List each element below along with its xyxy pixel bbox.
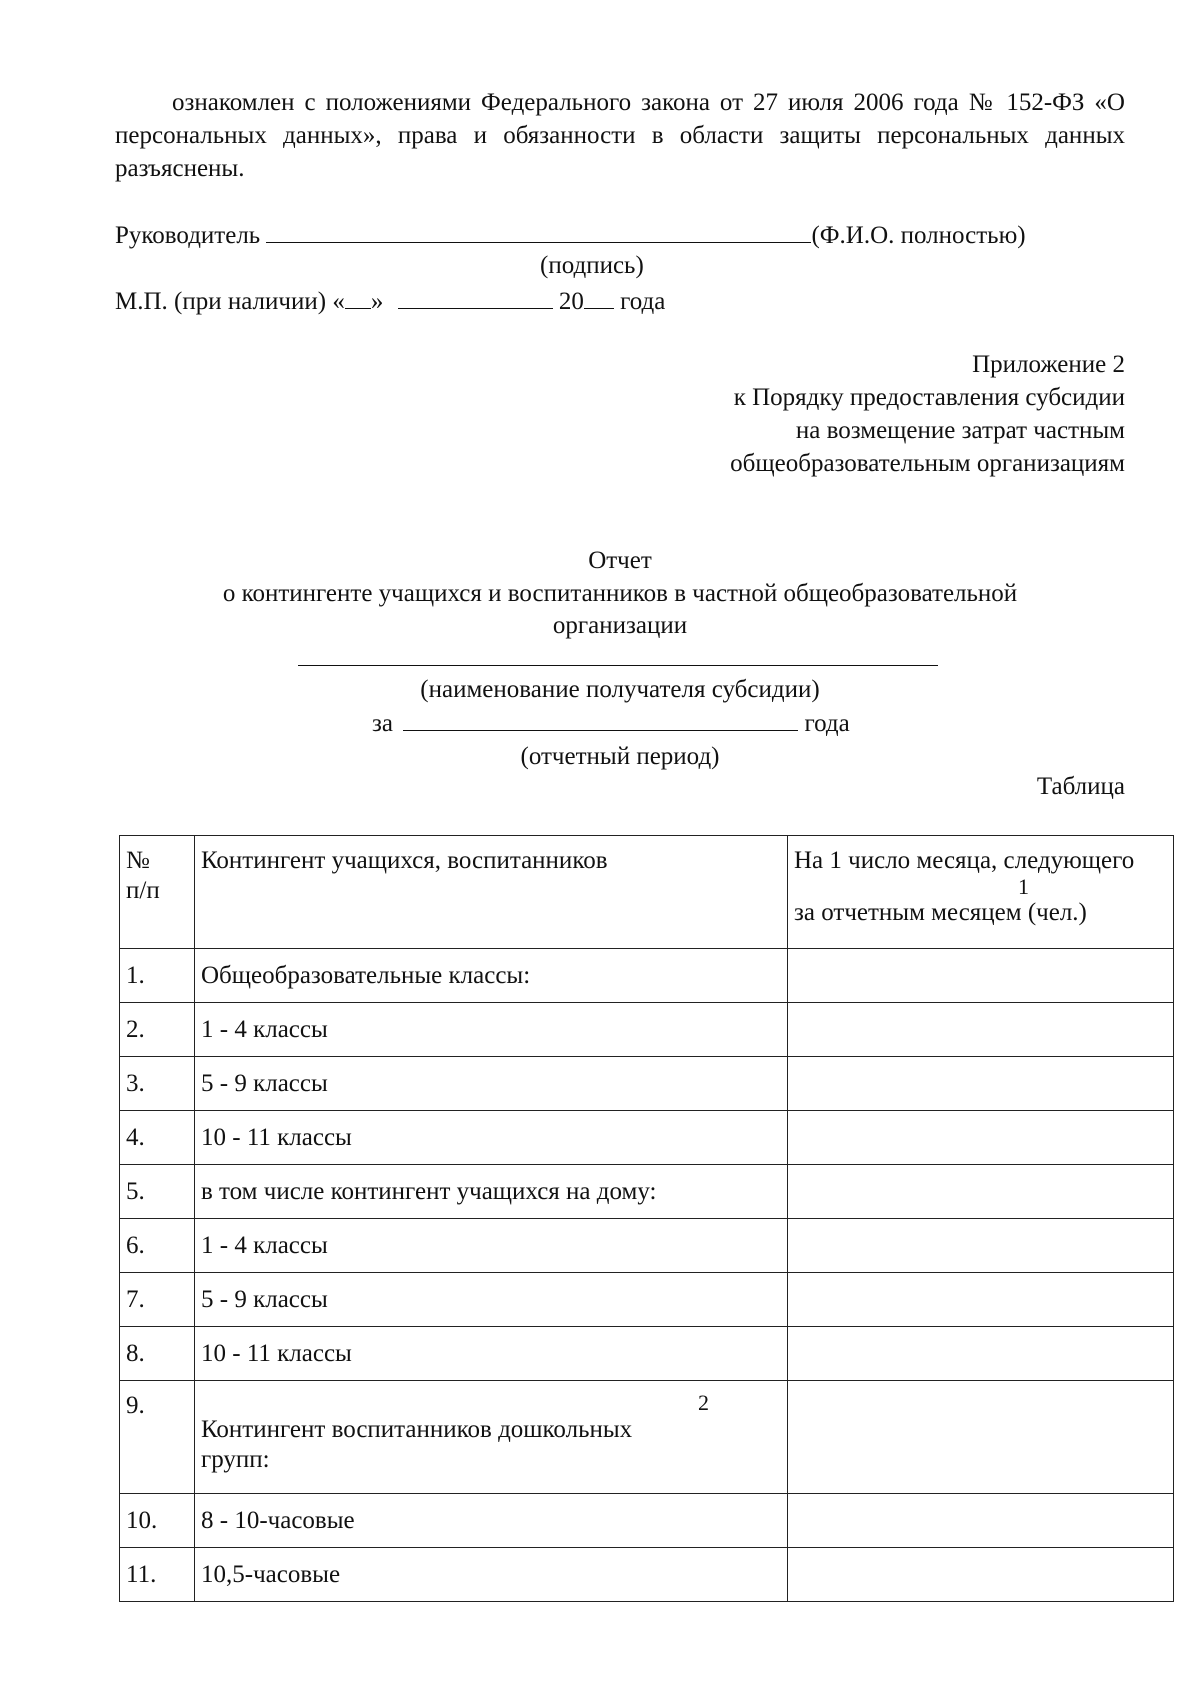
row-value-cell[interactable] — [788, 1381, 1174, 1494]
appendix-line-4: общеобразовательным организациям — [730, 450, 1125, 477]
table-row — [120, 1273, 1174, 1327]
row-value-cell[interactable] — [788, 1494, 1174, 1548]
header-value-footnote: 1 — [1018, 874, 1029, 899]
row-name: в том числе контингент учащихся на дому: — [195, 1165, 788, 1219]
row-name-cell — [195, 1381, 788, 1494]
row-value-cell[interactable] — [788, 1165, 1174, 1219]
recipient-caption: (наименование получателя субсидии) — [420, 676, 820, 703]
row-name: 1 - 4 классы — [195, 1003, 788, 1057]
contingent-table — [119, 835, 1174, 1602]
signature-line — [115, 218, 1026, 251]
row-num: 11. — [120, 1548, 195, 1602]
row-num: 8. — [120, 1327, 195, 1381]
period-prefix: за — [372, 710, 393, 737]
header-num-1: № — [126, 847, 150, 874]
report-subtitle-1: о контингенте учащихся и воспитанников в частной общеобразовательной — [222, 580, 1018, 607]
head-label: Руководитель — [115, 222, 261, 249]
row-value-cell[interactable] — [788, 1219, 1174, 1273]
row-name: 10 - 11 классы — [195, 1111, 788, 1165]
row-num: 5. — [120, 1165, 195, 1219]
table-row — [120, 949, 1174, 1003]
row9-footnote: 2 — [698, 1390, 709, 1415]
row-num: 1. — [120, 949, 195, 1003]
table-row — [120, 1327, 1174, 1381]
header-num-2: п/п — [126, 877, 160, 904]
appendix-line-2: к Порядку предоставления субсидии — [733, 384, 1125, 411]
year-prefix: 20 — [558, 288, 584, 315]
row-value-cell[interactable] — [788, 1057, 1174, 1111]
table-row — [120, 1165, 1174, 1219]
appendix-line-1: Приложение 2 — [972, 351, 1125, 378]
header-value-2: за отчетным месяцем (чел.) — [794, 899, 1087, 926]
stamp-date-line — [115, 284, 665, 317]
table-header-row — [120, 836, 1174, 949]
row-value-cell[interactable] — [788, 949, 1174, 1003]
row-name: 5 - 9 классы — [195, 1057, 788, 1111]
stamp-prefix: М.П. (при наличии) « — [115, 288, 345, 315]
row-name: 10,5-часовые — [195, 1548, 788, 1602]
report-subtitle-2: организации — [552, 612, 688, 639]
intro-paragraph: ознакомлен с положениями Федерального закона от 27 июля 2006 года № 152-ФЗ «О персональных данных», права и обязанности в области защиты персональных данных разъяснены. — [115, 89, 1125, 182]
header-num-cell — [120, 836, 195, 949]
day-blank[interactable] — [345, 284, 371, 309]
row-name: Контингент воспитанников дошкольных групп: — [201, 1416, 633, 1473]
sign-caption: (подпись) — [540, 252, 644, 279]
header-value-1: На 1 число месяца, следующего — [794, 847, 1135, 874]
appendix-line-3: на возмещение затрат частным — [795, 417, 1125, 444]
row-num: 10. — [120, 1494, 195, 1548]
row-name: Общеобразовательные классы: — [195, 949, 788, 1003]
row-name: 8 - 10-часовые — [195, 1494, 788, 1548]
signature-blank[interactable] — [266, 218, 811, 243]
row-value-cell[interactable] — [788, 1327, 1174, 1381]
stamp-quote-close: » — [370, 288, 384, 315]
row-num: 4. — [120, 1111, 195, 1165]
report-title: Отчет — [588, 547, 652, 574]
table-row — [120, 1219, 1174, 1273]
row-num: 9. — [120, 1381, 195, 1494]
period-suffix: года — [804, 710, 850, 737]
row-name: 1 - 4 классы — [195, 1219, 788, 1273]
period-blank[interactable] — [403, 706, 798, 731]
table-row — [120, 1111, 1174, 1165]
table-row — [120, 1548, 1174, 1602]
header-name-cell — [195, 836, 788, 949]
recipient-blank[interactable] — [298, 665, 938, 666]
period-caption: (отчетный период) — [520, 743, 720, 770]
table-row — [120, 1003, 1174, 1057]
table-row — [120, 1494, 1174, 1548]
year-suffix: года — [620, 288, 666, 315]
row-name: 5 - 9 классы — [195, 1273, 788, 1327]
appendix-block — [730, 348, 1125, 480]
header-value-cell — [788, 836, 1174, 949]
row-value-cell[interactable] — [788, 1273, 1174, 1327]
month-blank[interactable] — [398, 284, 553, 309]
row-num: 2. — [120, 1003, 195, 1057]
table-label: Таблица — [1036, 773, 1125, 800]
row-num: 3. — [120, 1057, 195, 1111]
row-value-cell[interactable] — [788, 1003, 1174, 1057]
year-blank[interactable] — [584, 284, 614, 309]
fio-label: (Ф.И.О. полностью) — [811, 222, 1026, 249]
row-name: 10 - 11 классы — [195, 1327, 788, 1381]
table-row — [120, 1381, 1174, 1494]
row-num: 7. — [120, 1273, 195, 1327]
period-line — [372, 706, 850, 739]
row-num: 6. — [120, 1219, 195, 1273]
header-name: Контингент учащихся, воспитанников — [201, 847, 608, 874]
table-row — [120, 1057, 1174, 1111]
row-value-cell[interactable] — [788, 1111, 1174, 1165]
row-value-cell[interactable] — [788, 1548, 1174, 1602]
